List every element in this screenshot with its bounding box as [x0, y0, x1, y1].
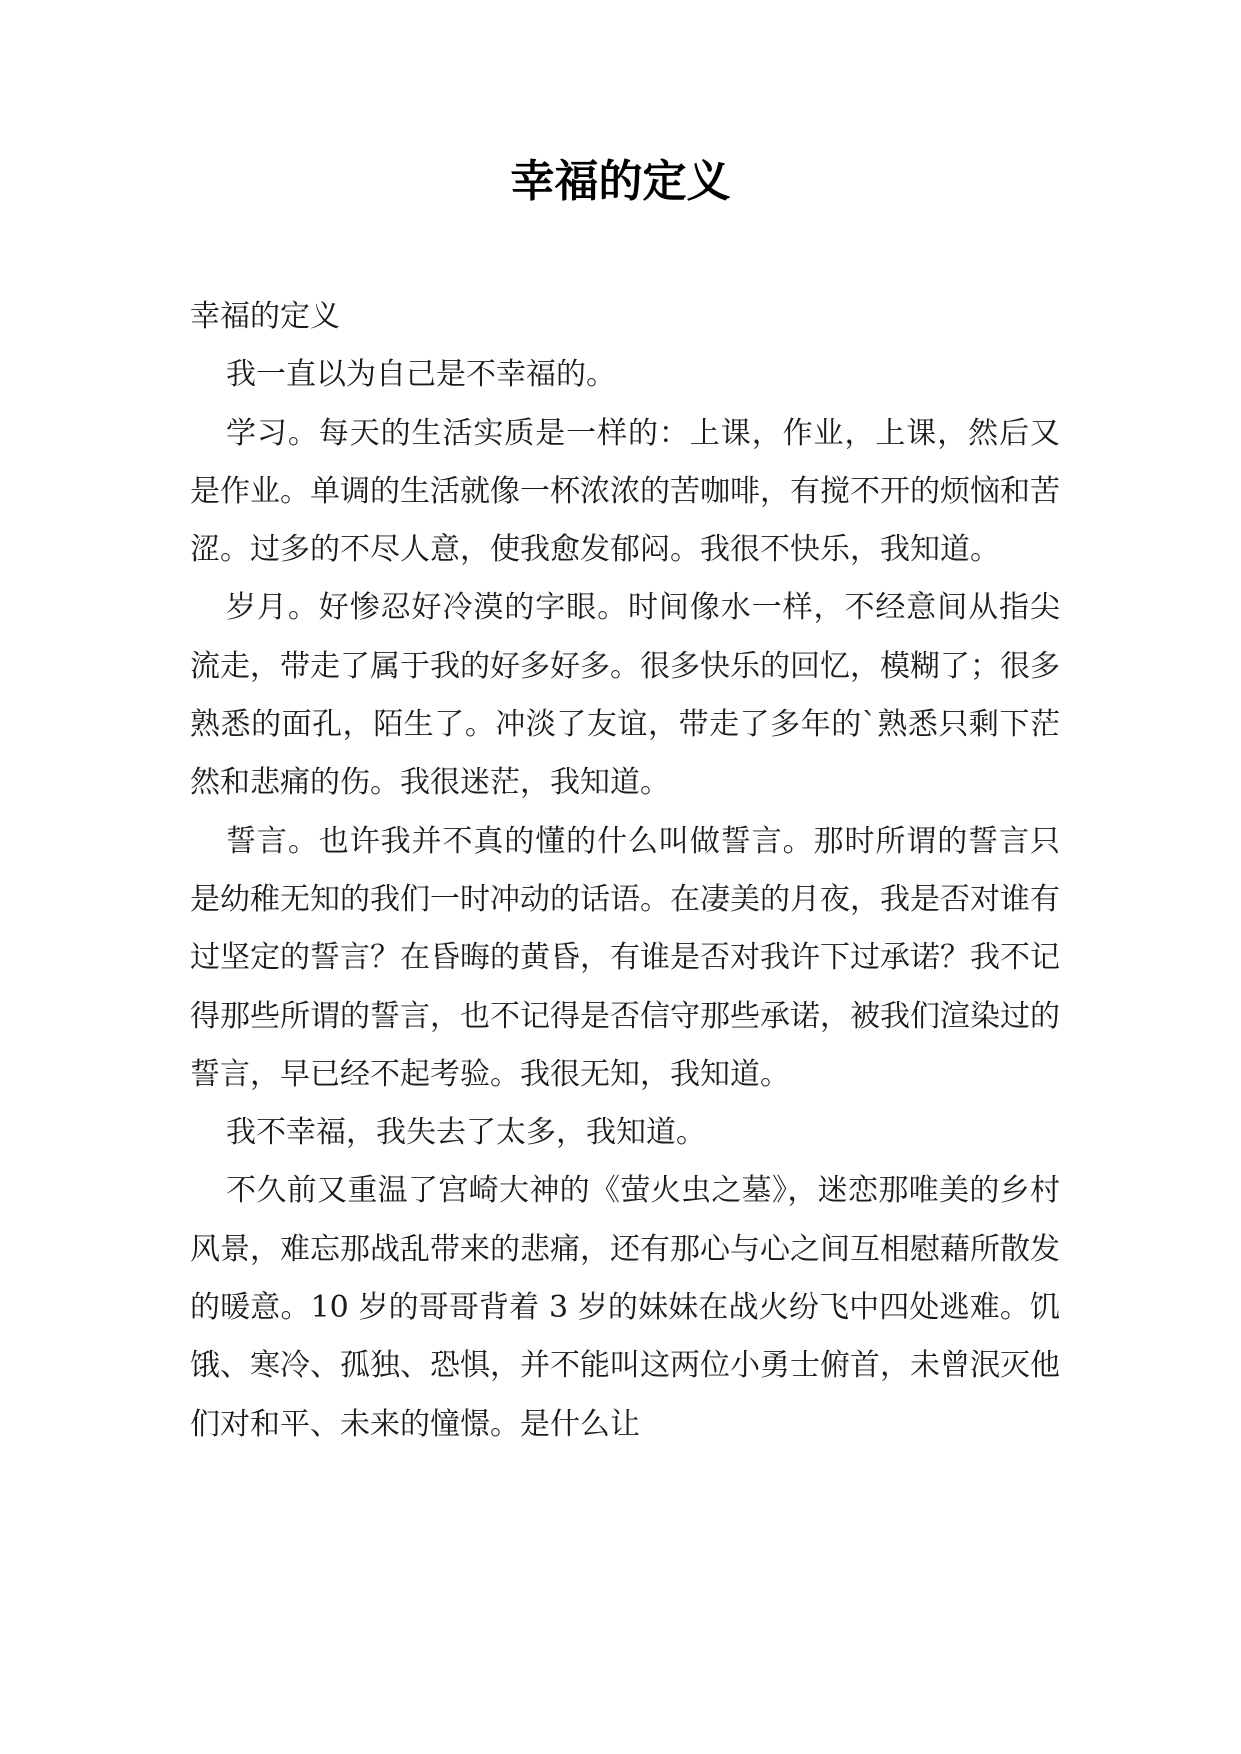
paragraph-subtitle: 幸福的定义	[190, 299, 340, 334]
paragraph: 岁月。好惨忍好冷漠的字眼。时间像水一样，不经意间从指尖流走，带走了属于我的好多好多。很多快乐的回忆，模糊了；很多熟悉的面孔，陌生了。冲淡了友谊，带走了多年的`熟悉只剩下茫然和悲痛的伤。我很迷茫，我知道。	[190, 590, 1060, 801]
document-title: 幸福的定义	[510, 156, 731, 207]
paragraph: 誓言。也许我并不真的懂的什么叫做誓言。那时所谓的誓言只是幼稚无知的我们一时冲动的话语。在凄美的月夜，我是否对谁有过坚定的誓言？在昏晦的黄昏，有谁是否对我许下过承诺？我不记得那些所谓的誓言，也不记得是否信守那些承诺，被我们渲染过的誓言，早已经不起考验。我很无知，我知道。	[190, 823, 1060, 1092]
paragraph: 我一直以为自己是不幸福的。	[226, 357, 616, 393]
document-body	[190, 288, 1060, 1454]
paragraph: 我不幸福，我失去了太多，我知道。	[226, 1115, 706, 1151]
paragraph: 不久前又重温了宫崎大神的《萤火虫之墓》，迷恋那唯美的乡村风景，难忘那战乱带来的悲痛，还有那心与心之间互相慰藉所散发的暖意。10 岁的哥哥背着 3 岁的妹妹在战火纷飞中四处逃难。饥饿、寒冷、孤独、恐惧，并不能叫这两位小勇士俯首，未曾泯灭他们对和平、未来的憧憬。是什么让	[190, 1173, 1060, 1442]
paragraph: 学习。每天的生活实质是一样的：上课，作业，上课，然后又是作业。单调的生活就像一杯浓浓的苦咖啡，有搅不开的烦恼和苦涩。过多的不尽人意，使我愈发郁闷。我很不快乐，我知道。	[190, 415, 1060, 568]
